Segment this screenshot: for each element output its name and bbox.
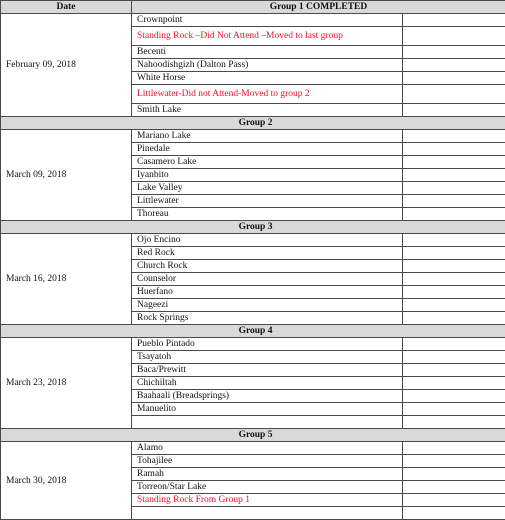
notes-cell: [403, 351, 505, 364]
date-column-header: Date: [1, 1, 132, 14]
location-name: Counselor: [132, 273, 403, 286]
notes-cell: [403, 46, 505, 59]
location-row: [1, 442, 505, 455]
notes-cell: [403, 72, 505, 85]
notes-cell: [403, 104, 505, 117]
location-name: Rock Springs: [132, 312, 403, 325]
notes-cell: [403, 59, 505, 72]
notes-cell: [403, 507, 505, 520]
location-name: Nahoodishgizh (Dalton Pass): [132, 59, 403, 72]
group-header: Group 3: [1, 221, 505, 234]
notes-cell: [403, 338, 505, 351]
notes-cell: [403, 85, 505, 104]
location-name: Crownpoint: [132, 14, 403, 27]
session-date: March 16, 2018: [1, 234, 132, 325]
location-name: Standing Rock From Group 1: [132, 494, 403, 507]
notes-cell: [403, 195, 505, 208]
notes-cell: [403, 286, 505, 299]
notes-cell: [403, 468, 505, 481]
location-name: Pinedale: [132, 143, 403, 156]
notes-cell: [403, 377, 505, 390]
location-row: [1, 338, 505, 351]
location-name: Red Rock: [132, 247, 403, 260]
location-name: Smith Lake: [132, 104, 403, 117]
group-header: Group 2: [1, 117, 505, 130]
notes-cell: [403, 494, 505, 507]
location-name: Standing Rock –Did Not Attend –Moved to last group: [132, 27, 403, 46]
location-name: Littlewater: [132, 195, 403, 208]
schedule-body: [1, 14, 505, 520]
location-name-empty: [132, 416, 403, 429]
location-name-empty: [132, 507, 403, 520]
notes-cell: [403, 312, 505, 325]
notes-cell: [403, 208, 505, 221]
location-name: Nageezi: [132, 299, 403, 312]
location-name: White Horse: [132, 72, 403, 85]
session-date: March 30, 2018: [1, 442, 132, 520]
notes-cell: [403, 260, 505, 273]
notes-cell: [403, 130, 505, 143]
session-date: March 23, 2018: [1, 338, 132, 429]
notes-cell: [403, 403, 505, 416]
notes-cell: [403, 14, 505, 27]
location-name: Tohajilee: [132, 455, 403, 468]
notes-cell: [403, 247, 505, 260]
location-name: Ojo Encino: [132, 234, 403, 247]
notes-cell: [403, 442, 505, 455]
location-name: Pueblo Pintado: [132, 338, 403, 351]
notes-cell: [403, 234, 505, 247]
notes-cell: [403, 156, 505, 169]
location-name: Tsayatoh: [132, 351, 403, 364]
location-row: [1, 130, 505, 143]
group-1-header: Group 1 COMPLETED: [132, 1, 505, 14]
notes-cell: [403, 143, 505, 156]
group-header-row: [1, 325, 505, 338]
notes-cell: [403, 182, 505, 195]
location-name: Mariano Lake: [132, 130, 403, 143]
location-name: Church Rock: [132, 260, 403, 273]
location-name: Torreon/Star Lake: [132, 481, 403, 494]
group-header-row: [1, 221, 505, 234]
group-header-row: [1, 429, 505, 442]
location-name: Ramah: [132, 468, 403, 481]
group-header-row: [1, 117, 505, 130]
location-name: Baca/Prewitt: [132, 364, 403, 377]
group-header: Group 5: [1, 429, 505, 442]
notes-cell: [403, 364, 505, 377]
location-row: [1, 14, 505, 27]
header-row: [1, 1, 505, 14]
location-name: Manuelito: [132, 403, 403, 416]
location-name: Huerfano: [132, 286, 403, 299]
session-date: February 09, 2018: [1, 14, 132, 117]
notes-cell: [403, 273, 505, 286]
location-name: Chichiltah: [132, 377, 403, 390]
notes-cell: [403, 481, 505, 494]
location-row: [1, 234, 505, 247]
notes-cell: [403, 299, 505, 312]
notes-cell: [403, 390, 505, 403]
location-name: Littlewater-Did not Attend-Moved to group 2: [132, 85, 403, 104]
notes-cell: [403, 455, 505, 468]
location-name: Casamero Lake: [132, 156, 403, 169]
notes-cell: [403, 27, 505, 46]
notes-cell: [403, 416, 505, 429]
location-name: Alamo: [132, 442, 403, 455]
location-name: Iyanbito: [132, 169, 403, 182]
notes-cell: [403, 169, 505, 182]
group-header: Group 4: [1, 325, 505, 338]
location-name: Thoreau: [132, 208, 403, 221]
location-name: Lake Valley: [132, 182, 403, 195]
session-date: March 09, 2018: [1, 130, 132, 221]
location-name: Becenti: [132, 46, 403, 59]
location-name: Baahaali (Breadsprings): [132, 390, 403, 403]
